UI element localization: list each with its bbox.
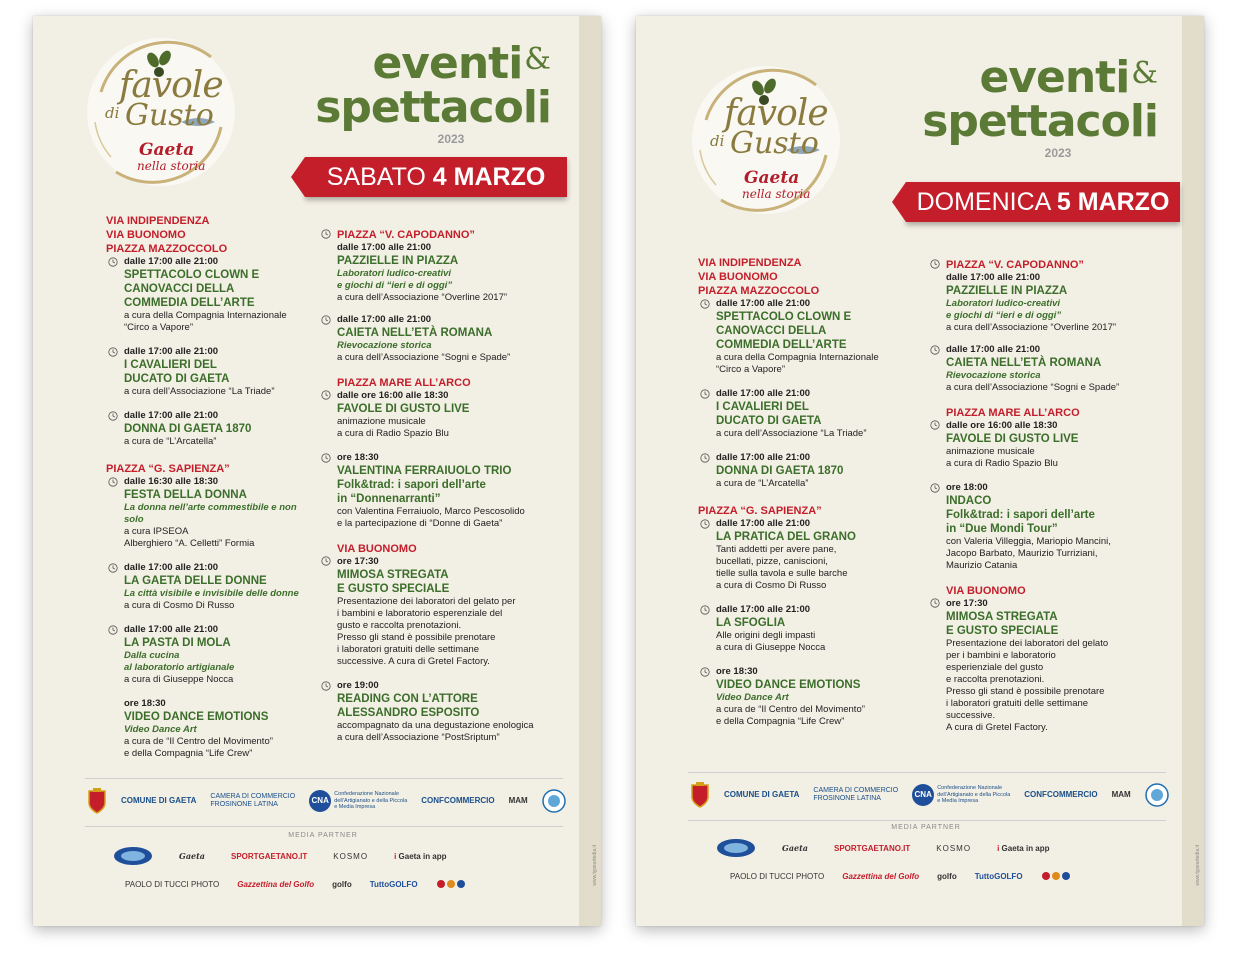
event-title: CAIETA NELL’ETÀ ROMANA bbox=[946, 357, 1102, 369]
media-gaeta-in-app: i Gaeta in app bbox=[997, 843, 1050, 853]
media-gaeta: Gaeta bbox=[782, 843, 808, 853]
event-title bbox=[291, 38, 551, 146]
event-subtitle: Rievocazione storica bbox=[946, 370, 1041, 381]
event-subtitle: Video Dance Art bbox=[716, 692, 789, 703]
media-logo-oval-icon bbox=[716, 838, 756, 858]
event-title: READING CON L’ATTORE ALESSANDRO ESPOSITO bbox=[337, 693, 480, 719]
clock-icon bbox=[108, 257, 118, 267]
event-title: MIMOSA STREGATA E GUSTO SPECIALE bbox=[337, 569, 450, 595]
event-title: LA PRATICA DEL GRANO bbox=[716, 531, 856, 543]
event-item bbox=[319, 228, 549, 304]
clock-icon bbox=[321, 453, 331, 463]
event-item bbox=[698, 298, 918, 376]
event-time: dalle 17:00 alle 21:00 bbox=[716, 388, 811, 399]
sponsor-badge-icon bbox=[1145, 783, 1169, 807]
sponsor-badge-icon bbox=[542, 789, 566, 813]
event-description: accompagnato da una degustazione enologica a cura dell’Associazione “PostSriptum” bbox=[337, 720, 534, 743]
location-heading: PIAZZA “G. SAPIENZA” bbox=[698, 505, 822, 517]
event-item bbox=[319, 452, 549, 530]
media-gaeta: Gaeta bbox=[179, 851, 205, 861]
event-time: dalle ore 16:00 alle 18:30 bbox=[946, 420, 1058, 431]
event-time: dalle 17:00 alle 21:00 bbox=[716, 298, 811, 309]
location-heading: VIA BUONOMO bbox=[946, 585, 1026, 597]
event-item bbox=[928, 584, 1158, 734]
event-item bbox=[106, 346, 316, 398]
sponsor-camera-commercio: CAMERA DI COMMERCIO FROSINONE LATINA bbox=[813, 787, 899, 802]
event-title: FESTA DELLA DONNA bbox=[124, 489, 247, 501]
date-banner bbox=[906, 182, 1180, 222]
event-item bbox=[106, 698, 316, 760]
title-ampersand: & bbox=[524, 42, 551, 77]
clock-icon bbox=[321, 315, 331, 325]
clock-icon bbox=[700, 299, 710, 309]
event-item bbox=[106, 624, 316, 686]
event-time: dalle 17:00 alle 21:00 bbox=[716, 604, 811, 615]
media-partner-label: MEDIA PARTNER bbox=[288, 832, 358, 839]
event-time: dalle 17:00 alle 21:00 bbox=[716, 452, 811, 463]
program-column-2 bbox=[319, 228, 549, 756]
event-subtitle: La città visibile e invisibile delle donne bbox=[124, 588, 299, 599]
footer-divider bbox=[85, 826, 563, 827]
event-time: dalle 17:00 alle 21:00 bbox=[124, 410, 219, 421]
event-time: ore 17:30 bbox=[946, 598, 988, 609]
media-partner-logos-1 bbox=[113, 846, 447, 866]
event-description: con Valeria Villeggia, Mariopio Mancini, Jacopo Barbato, Maurizio Turriziani, Maurizio Catania bbox=[946, 536, 1111, 571]
event-subtitle: Dalla cucina al laboratorio artigianale bbox=[124, 650, 235, 673]
location-heading: VIA BUONOMO bbox=[337, 543, 417, 555]
poster-sabato bbox=[33, 16, 601, 926]
event-subtitle: Rievocazione storica bbox=[337, 340, 432, 351]
location-heading: PIAZZA MARE ALL’ARCO bbox=[946, 407, 1080, 419]
event-description: a cura dell’Associazione “Sogni e Spade” bbox=[946, 382, 1120, 393]
banner-date: 4 MARZO bbox=[432, 163, 546, 191]
favole-di-gusto-logo bbox=[81, 32, 241, 192]
event-title: CAIETA NELL’ETÀ ROMANA bbox=[337, 327, 493, 339]
media-sportgaeta: SPORTGAETANO.IT bbox=[230, 851, 308, 861]
location-heading: PIAZZA “V. CAPODANNO” bbox=[946, 259, 1084, 271]
event-title: DONNA DI GAETA 1870 bbox=[716, 465, 844, 477]
sponsor-logos bbox=[87, 788, 566, 814]
logo-di: di bbox=[105, 104, 120, 122]
location-heading: PIAZZA “G. SAPIENZA” bbox=[106, 463, 230, 475]
media-gazzettina: Gazzettina del Golfo bbox=[842, 871, 920, 881]
event-description: Presentazione dei laboratori del gelato per i bambini e laboratorio esperienziale del gusto e raccolta prenotazioni. Presso gli stand è possibile prenotare i laboratori gratuiti delle settimane successive. A cura di Gretel Factory. bbox=[946, 638, 1109, 733]
event-title: INDACO bbox=[946, 495, 992, 507]
clock-icon bbox=[930, 483, 940, 493]
clock-icon bbox=[700, 389, 710, 399]
event-title: PAZZIELLE IN PIAZZA bbox=[946, 285, 1068, 297]
event-description: Presentazione dei laboratori del gelato per i bambini e laboratorio esperenziale del gusto e raccolta prenotazioni. Presso gli stand è possibile prenotare i laboratori gratuiti delle settimane successive. A cura di Gretel Factory. bbox=[337, 596, 516, 667]
event-item bbox=[928, 344, 1158, 394]
event-time: dalle ore 16:00 alle 18:30 bbox=[337, 390, 449, 401]
event-item bbox=[928, 258, 1158, 334]
event-subtitle: Laboratori ludico-creativi e giochi di “ieri e di oggi” bbox=[337, 268, 453, 291]
banner-day: DOMENICA bbox=[916, 188, 1057, 216]
title-spettacoli: spettacoli bbox=[922, 96, 1158, 147]
title-spettacoli: spettacoli bbox=[315, 82, 551, 133]
event-title: PAZZIELLE IN PIAZZA bbox=[337, 255, 459, 267]
event-description: animazione musicale a cura di Radio Spazio Blu bbox=[946, 446, 1058, 469]
media-tuttogolfo: TuttoGOLFO bbox=[369, 879, 418, 889]
favole-di-gusto-logo bbox=[686, 60, 846, 220]
sponsor-cna: CNA Confederazione Nazionale dell’Artigianato e della Piccola e Media Impresa bbox=[309, 790, 407, 812]
logo-nella-storia: nella storia bbox=[137, 159, 206, 173]
event-description: a cura della Compagnia Internazionale “Circo a Vapore” bbox=[716, 352, 879, 375]
side-credit: www.typeartedia.it bbox=[592, 845, 598, 886]
clock-icon bbox=[108, 625, 118, 635]
event-title: VIDEO DANCE EMOTIONS bbox=[124, 711, 269, 723]
event-subtitle: Video Dance Art bbox=[124, 724, 197, 735]
event-item bbox=[106, 562, 316, 612]
event-description: a cura dell’Associazione “Overline 2017” bbox=[946, 322, 1117, 333]
event-item bbox=[698, 666, 918, 728]
event-title: LA GAETA DELLE DONNE bbox=[124, 575, 267, 587]
logo-favole: favole bbox=[119, 65, 223, 106]
event-time: dalle 17:00 alle 21:00 bbox=[124, 562, 219, 573]
event-description: a cura dell’Associazione “Sogni e Spade” bbox=[337, 352, 511, 363]
event-description: Tanti addetti per avere pane, bucellati, pizze, caniscioni, tielle sulla tavola e sulle barche a cura di Cosmo Di Russo bbox=[716, 544, 848, 591]
event-description: a cura de “L’Arcatella” bbox=[124, 436, 217, 447]
media-dots-icon bbox=[1041, 870, 1071, 882]
event-description: Alle origini degli impasti a cura di Giuseppe Nocca bbox=[716, 630, 826, 653]
media-gazzettina: Gazzettina del Golfo bbox=[237, 879, 315, 889]
event-time: dalle 17:00 alle 21:00 bbox=[124, 256, 219, 267]
event-item bbox=[698, 604, 918, 654]
event-description: a cura de “L’Arcatella” bbox=[716, 478, 809, 489]
side-strip bbox=[579, 16, 601, 926]
footer-divider bbox=[688, 772, 1166, 773]
event-time: ore 18:30 bbox=[337, 452, 379, 463]
clock-icon bbox=[930, 420, 940, 430]
comune-crest-icon bbox=[690, 782, 710, 808]
event-time: dalle 17:00 alle 21:00 bbox=[716, 518, 811, 529]
event-item bbox=[928, 406, 1158, 470]
media-tuttogolfo: TuttoGOLFO bbox=[974, 871, 1023, 881]
comune-crest-icon bbox=[87, 788, 107, 814]
sponsor-comune: COMUNE DI GAETA bbox=[121, 795, 197, 805]
event-time: ore 19:00 bbox=[337, 680, 379, 691]
event-description: a cura dell’Associazione “La Triade” bbox=[124, 386, 275, 397]
event-time: ore 18:30 bbox=[716, 666, 758, 677]
clock-icon bbox=[108, 347, 118, 357]
event-title: LA PASTA DI MOLA bbox=[124, 637, 231, 649]
footer-divider bbox=[688, 820, 1166, 821]
sponsor-comune: COMUNE DI GAETA bbox=[724, 789, 800, 799]
media-golfo: golfo bbox=[937, 871, 957, 881]
event-time: ore 18:00 bbox=[946, 482, 988, 493]
sponsor-camera-commercio: CAMERA DI COMMERCIO FROSINONE LATINA bbox=[210, 793, 296, 808]
logo-gusto: Gusto bbox=[125, 98, 214, 133]
event-description: a cura dell’Associazione “La Triade” bbox=[716, 428, 867, 439]
footer-divider bbox=[85, 778, 563, 779]
program-column-1 bbox=[106, 214, 316, 772]
event-title: LA SFOGLIA bbox=[716, 617, 786, 629]
clock-icon bbox=[108, 411, 118, 421]
event-title: SPETTACOLO CLOWN E CANOVACCI DELLA COMMEDIA DELL’ARTE bbox=[124, 269, 260, 309]
event-time: dalle 17:00 alle 21:00 bbox=[337, 314, 432, 325]
event-description: con Valentina Ferraiuolo, Marco Pescosolido e la partecipazione di “Donne di Gaeta” bbox=[337, 506, 525, 529]
clock-icon bbox=[700, 667, 710, 677]
event-title-2: Folk&trad: i sapori dell’arte in “Donnenarranti” bbox=[337, 479, 486, 505]
event-item bbox=[698, 388, 918, 440]
event-time: dalle 17:00 alle 21:00 bbox=[124, 346, 219, 357]
banner-date: 5 MARZO bbox=[1056, 188, 1170, 216]
event-item bbox=[319, 376, 549, 440]
media-kosmo: KOSMO bbox=[333, 851, 369, 861]
sponsor-confcommercio: CONFCOMMERCIO bbox=[421, 795, 495, 805]
event-description: a cura IPSEOA Alberghiero “A. Celletti” Formia bbox=[124, 526, 255, 549]
title-year: 2023 bbox=[437, 132, 465, 146]
date-banner bbox=[305, 157, 567, 197]
media-paolo-di-tucci: PAOLO DI TUCCI PHOTO bbox=[125, 879, 220, 889]
event-item bbox=[319, 314, 549, 364]
event-subtitle: Laboratori ludico-creativi e giochi di “ieri e di oggi” bbox=[946, 298, 1062, 321]
event-item bbox=[698, 452, 918, 490]
event-title: FAVOLE DI GUSTO LIVE bbox=[946, 433, 1079, 445]
clock-icon bbox=[700, 605, 710, 615]
logo-gaeta: Gaeta bbox=[139, 140, 195, 160]
program-column-2 bbox=[928, 258, 1158, 746]
event-item bbox=[928, 482, 1158, 572]
media-kosmo: KOSMO bbox=[936, 843, 972, 853]
event-description: animazione musicale a cura di Radio Spazio Blu bbox=[337, 416, 449, 439]
location-heading: PIAZZA MARE ALL’ARCO bbox=[337, 377, 471, 389]
event-time: dalle 17:00 alle 21:00 bbox=[946, 272, 1041, 283]
event-title-2: Folk&trad: i sapori dell’arte in “Due Mondi Tour” bbox=[946, 509, 1095, 535]
logo-gaeta: Gaeta bbox=[744, 168, 800, 188]
media-dots-icon bbox=[436, 878, 466, 890]
event-item bbox=[319, 542, 549, 668]
location-heading: PIAZZA “V. CAPODANNO” bbox=[337, 229, 475, 241]
media-partner-logos-2 bbox=[730, 870, 1071, 882]
event-item bbox=[106, 410, 316, 448]
event-title: DONNA DI GAETA 1870 bbox=[124, 423, 252, 435]
side-credit: www.typeartedia.it bbox=[1195, 845, 1201, 886]
event-title: SPETTACOLO CLOWN E CANOVACCI DELLA COMMEDIA DELL’ARTE bbox=[716, 311, 852, 351]
event-time: ore 17:30 bbox=[337, 556, 379, 567]
title-eventi: eventi bbox=[372, 38, 523, 89]
sponsor-confcommercio: CONFCOMMERCIO bbox=[1024, 789, 1098, 799]
poster-domenica bbox=[636, 16, 1204, 926]
event-subtitle: La donna nell’arte commestibile e non solo bbox=[124, 502, 297, 525]
clock-icon bbox=[108, 477, 118, 487]
logo-di: di bbox=[710, 132, 725, 150]
program-column-1 bbox=[698, 256, 918, 740]
side-strip bbox=[1182, 16, 1204, 926]
clock-icon bbox=[321, 229, 331, 239]
event-description: a cura di Giuseppe Nocca bbox=[124, 674, 234, 685]
event-description: a cura de “Il Centro del Movimento” e della Compagnia “Life Crew” bbox=[124, 736, 273, 759]
event-time: ore 18:30 bbox=[124, 698, 166, 709]
event-time: dalle 16:30 alle 18:30 bbox=[124, 476, 219, 487]
logo-favole: favole bbox=[724, 93, 828, 134]
event-item bbox=[106, 256, 316, 334]
clock-icon bbox=[700, 453, 710, 463]
media-logo-oval-icon bbox=[113, 846, 153, 866]
event-item bbox=[319, 680, 549, 744]
event-title bbox=[898, 52, 1158, 160]
sponsor-mam: MAM bbox=[1111, 789, 1131, 799]
logo-gusto: Gusto bbox=[730, 126, 819, 161]
clock-icon bbox=[930, 259, 940, 269]
media-partner-logos-2 bbox=[125, 878, 466, 890]
event-item bbox=[106, 476, 316, 550]
event-description: a cura di Cosmo Di Russo bbox=[124, 600, 235, 611]
media-partner-label: MEDIA PARTNER bbox=[891, 824, 961, 831]
clock-icon bbox=[321, 390, 331, 400]
event-title: VIDEO DANCE EMOTIONS bbox=[716, 679, 861, 691]
media-gaeta-in-app: i Gaeta in app bbox=[394, 851, 447, 861]
event-description: a cura dell’Associazione “Overline 2017” bbox=[337, 292, 508, 303]
event-title: I CAVALIERI DEL DUCATO DI GAETA bbox=[124, 359, 230, 385]
banner-day: SABATO bbox=[326, 163, 433, 191]
clock-icon bbox=[321, 556, 331, 566]
logo-nella-storia: nella storia bbox=[742, 187, 811, 201]
event-time: dalle 17:00 alle 21:00 bbox=[337, 242, 432, 253]
media-sportgaeta: SPORTGAETANO.IT bbox=[833, 843, 911, 853]
event-title: I CAVALIERI DEL DUCATO DI GAETA bbox=[716, 401, 822, 427]
event-title: VALENTINA FERRAIUOLO TRIO bbox=[337, 465, 512, 477]
event-description: a cura de “Il Centro del Movimento” e della Compagnia “Life Crew” bbox=[716, 704, 865, 727]
media-golfo: golfo bbox=[332, 879, 352, 889]
clock-icon bbox=[321, 681, 331, 691]
event-title: FAVOLE DI GUSTO LIVE bbox=[337, 403, 470, 415]
event-time: dalle 17:00 alle 21:00 bbox=[946, 344, 1041, 355]
title-year: 2023 bbox=[1044, 146, 1072, 160]
event-title: MIMOSA STREGATA E GUSTO SPECIALE bbox=[946, 611, 1059, 637]
sponsor-cna: CNA Confederazione Nazionale dell’Artigianato e della Piccola e Media Impresa bbox=[912, 784, 1010, 806]
title-ampersand: & bbox=[1131, 56, 1158, 91]
sponsor-mam: MAM bbox=[508, 795, 528, 805]
media-paolo-di-tucci: PAOLO DI TUCCI PHOTO bbox=[730, 871, 825, 881]
event-description: a cura della Compagnia Internazionale “Circo a Vapore” bbox=[124, 310, 287, 333]
clock-icon bbox=[108, 563, 118, 573]
clock-icon bbox=[700, 519, 710, 529]
clock-icon bbox=[930, 598, 940, 608]
sponsor-logos bbox=[690, 782, 1169, 808]
media-partner-logos-1 bbox=[716, 838, 1050, 858]
event-time: dalle 17:00 alle 21:00 bbox=[124, 624, 219, 635]
location-heading: VIA INDIPENDENZA VIA BUONOMO PIAZZA MAZZOCCOLO bbox=[698, 257, 820, 297]
event-item bbox=[698, 518, 918, 592]
clock-icon bbox=[930, 345, 940, 355]
title-eventi: eventi bbox=[979, 52, 1130, 103]
location-heading: VIA INDIPENDENZA VIA BUONOMO PIAZZA MAZZOCCOLO bbox=[106, 215, 228, 255]
